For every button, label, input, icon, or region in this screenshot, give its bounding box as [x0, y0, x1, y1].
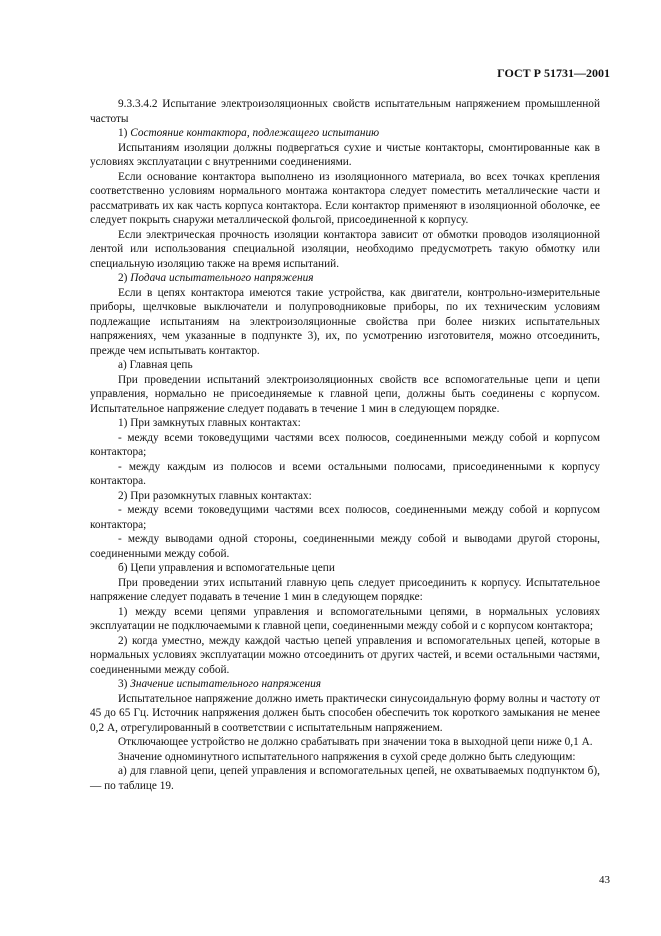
- paragraph: Отключающее устройство не должно срабатывать при значении тока в выходной цепи ниже 0,1 А.: [118, 736, 593, 748]
- paragraph: Испытательное напряжение должно иметь практически синусоидальную форму волны и частоту от 45 до 65 Гц. Источник напряжения должен быть способен обеспечить ток короткого замыкания не менее 0,2 А, отрегулированный в соответствии с испытательным напряжением.: [90, 692, 600, 734]
- section-heading: [90, 126, 600, 141]
- section-title: Значение испытательного напряжения: [130, 678, 321, 690]
- list-item: - между выводами одной стороны, соединенными между собой и выводами другой стороны, соединенными между собой.: [90, 533, 600, 560]
- list-item: а) для главной цепи, цепей управления и вспомогательных цепей, не охватываемых подпунктом б), — по таблице 19.: [90, 765, 600, 792]
- section-number: 1): [118, 127, 128, 139]
- paragraph: При проведении этих испытаний главную цепь следует присоединить к корпусу. Испытательное напряжение следует подавать в течение 1 мин в следующем порядке:: [90, 576, 600, 603]
- paragraph: Испытаниям изоляции должны подвергаться сухие и чистые контакторы, смонтированные как в условиях эксплуатации с внутренними соединениями.: [90, 141, 600, 168]
- list-item: 1) между всеми цепями управления и вспомогательными цепями, в нормальных условиях эксплуатации не подключаемыми к главной цепи, соединенными между собой и с корпусом контактора;: [90, 605, 600, 632]
- paragraph: Если основание контактора выполнено из изоляционного материала, во всех точках крепления соответственно условиям нормального монтажа контактора следует поместить металлические части и рассматривать их как часть корпуса контактора. Если контактор применяют в изоляционной оболочке, ее следует покрыть снаружи металлической фольгой, присоединенной к корпусу.: [90, 170, 600, 226]
- list-item: - между всеми токоведущими частями всех полюсов, соединенными между собой и корпусом контактора;: [90, 431, 600, 458]
- section-number: 3): [118, 678, 128, 690]
- list-label: 1) При замкнутых главных контактах:: [118, 417, 301, 429]
- section-heading: [90, 271, 600, 286]
- paragraph: Если в цепях контактора имеются такие устройства, как двигатели, контрольно-измерительные приборы, щелчковые выключатели и полупроводниковые приборы, по их техническим условиям подлежащие испытаниям на электроизоляционные свойства при более низких испытательных напряжениях, чем указанные в подпункте 3), их, по усмотрению изготовителя, можно отсоединить, прежде чем испытывать контактор.: [90, 286, 600, 357]
- page-number: 43: [599, 874, 610, 886]
- subsection-label: а) Главная цепь: [118, 359, 193, 371]
- subsection-label: б) Цепи управления и вспомогательные цепи: [118, 562, 335, 574]
- section-title: Состояние контактора, подлежащего испытанию: [130, 127, 380, 139]
- section-title: Подача испытательного напряжения: [130, 272, 314, 284]
- document-body: [90, 97, 600, 793]
- paragraph: Если электрическая прочность изоляции контактора зависит от обмотки проводов изоляционной лентой или использования специальной изоляции, необходимо предусмотреть такую обмотку или специальную изоляцию также на время испытаний.: [90, 228, 600, 270]
- section-heading: [90, 677, 600, 692]
- paragraph: 9.3.3.4.2 Испытание электроизоляционных свойств испытательным напряжением промышленной частоты: [90, 98, 600, 125]
- paragraph: При проведении испытаний электроизоляционных свойств все вспомогательные цепи и цепи управления, нормально не присоединяемые к главной цепи, должны быть соединены с корпусом. Испытательное напряжение следует подавать в течение 1 мин в следующем порядке.: [90, 373, 600, 415]
- paragraph: Значение одноминутного испытательного напряжения в сухой среде должно быть следующим:: [118, 750, 576, 763]
- list-item: - между всеми токоведущими частями всех полюсов, соединенными между собой и корпусом контактора;: [90, 504, 600, 531]
- document-number: ГОСТ Р 51731—2001: [497, 66, 610, 80]
- list-item: - между каждым из полюсов и всеми остальными полюсами, присоединенными к корпусу контактора.: [90, 460, 600, 487]
- list-label: 2) При разомкнутых главных контактах:: [118, 489, 312, 502]
- list-item: 2) когда уместно, между каждой частью цепей управления и вспомогательных цепей, которые в нормальных условиях эксплуатации можно отсоединить от других частей, и всеми остальными частями, соединенными между собой.: [90, 634, 600, 676]
- section-number: 2): [118, 272, 128, 284]
